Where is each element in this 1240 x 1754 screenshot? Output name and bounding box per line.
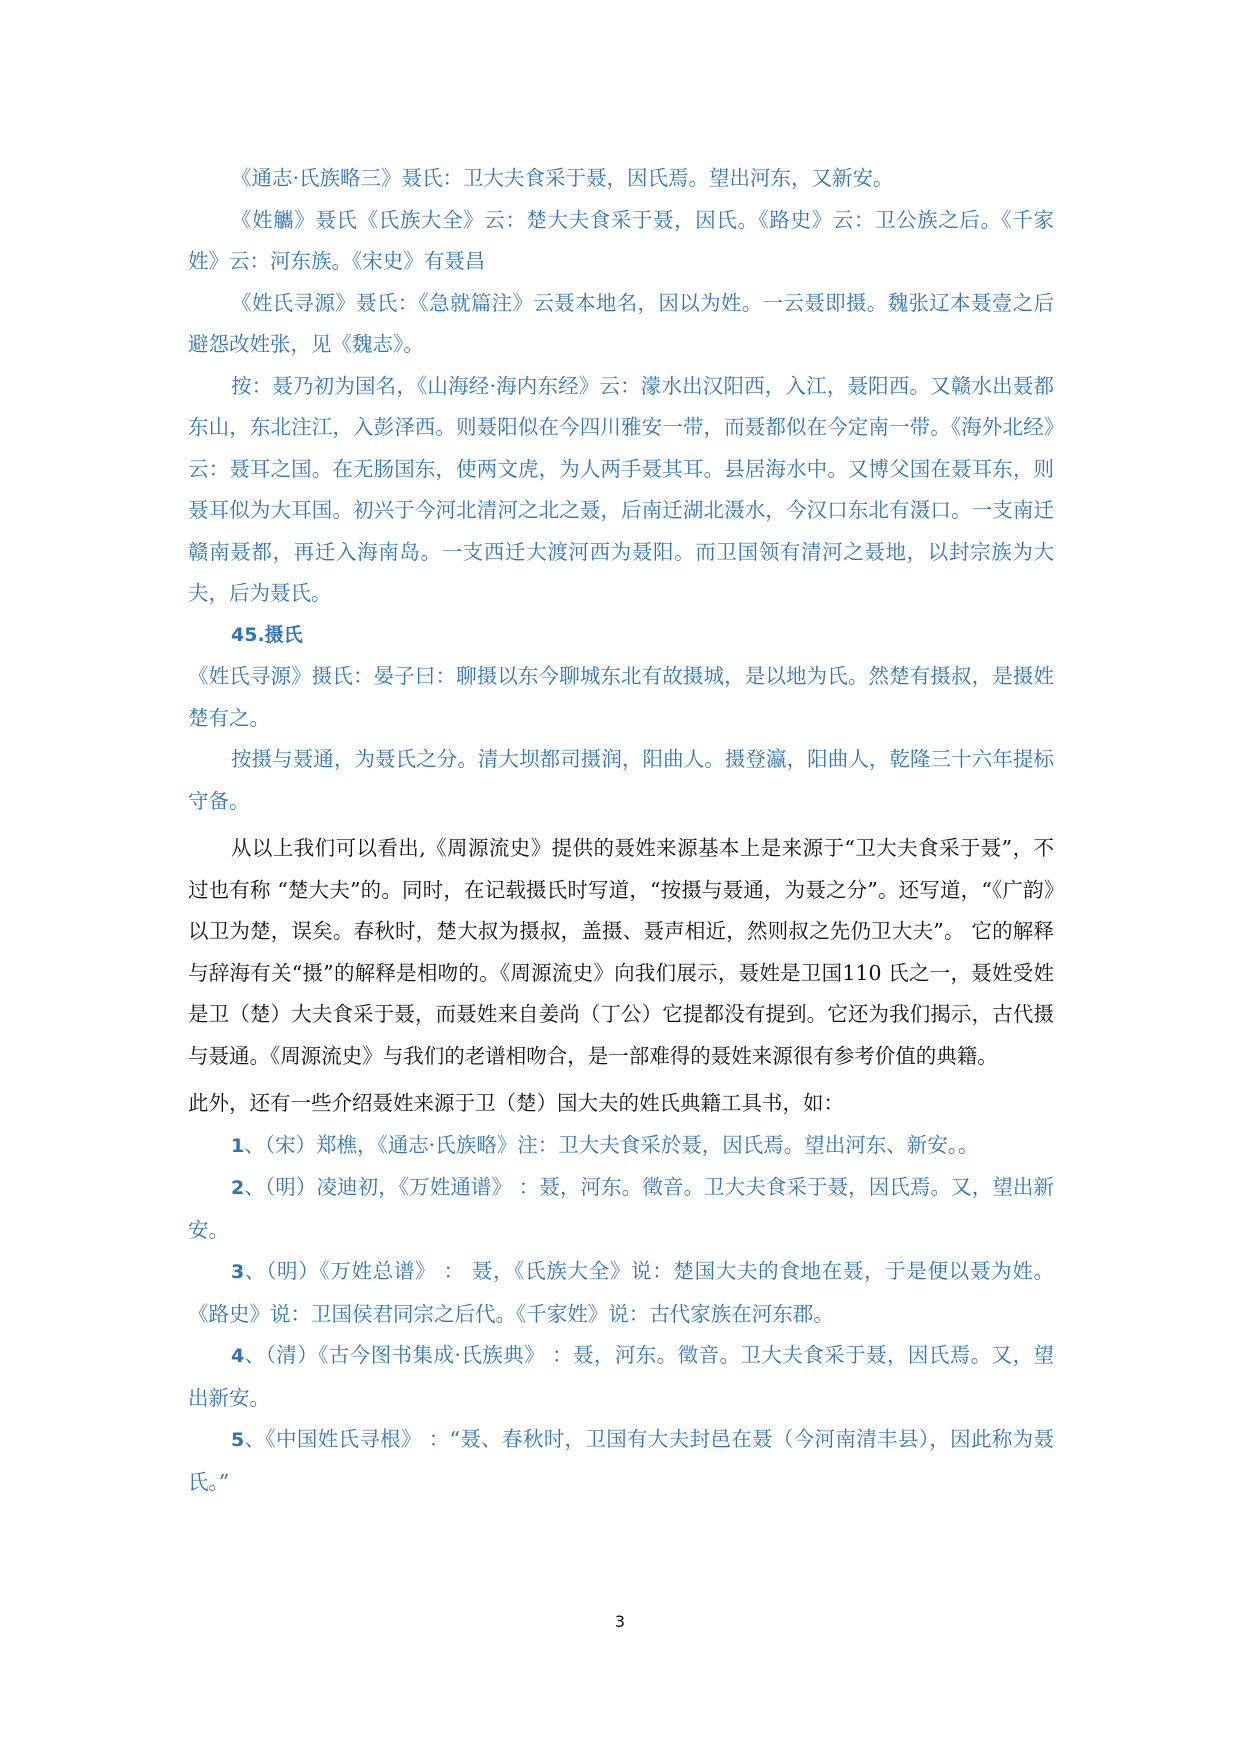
paragraph-xingshi-xunyuan-nie: 《姓氏寻源》聂氏：《急就篇注》云聂本地名，因以为姓。一云聂即摄。魏张辽本聂壹之后避怨改姓张，见《魏志》。 [188, 290, 1054, 356]
paragraph-tongzhi: 《通志·氏族略三》聂氏：卫大夫食采于聂，因氏焉。望出河东，又新安。 [231, 166, 894, 190]
list-item-number: 4 [231, 1345, 245, 1367]
list-item [188, 1251, 1054, 1335]
paragraph-conclusion: 从以上我们可以看出,《周源流史》提供的聂姓来源基本上是来源于“卫大夫食采于聂”，不过也有称 “楚大夫”的。同时，在记载摄氏时写道，“按摄与聂通，为聂之分”。还写道，“《广韵》以卫为楚，误矣。春秋时，楚大叔为摄叔，盖摄、聂声相近，然则叔之先仍卫大夫”。 它的解释与辞海有关“摄”的解释是相吻的。《周源流史》向我们展示，聂姓是卫国110 氏之一，聂姓受姓是卫（楚）大夫食采于聂，而聂姓来自姜尚（丁公）它提都没有提到。它还为我们揭示，古代摄与聂通。《周源流史》与我们的老谱相吻合，是一部难得的聂姓来源很有参考价值的典籍。 [188, 836, 1054, 1068]
page-content [188, 158, 1054, 1503]
page-number: 3 [614, 1612, 626, 1631]
paragraph-note-nie-origin: 按：聂乃初为国名，《山海经·海内东经》云：濛水出汉阳西，入江，聂阳西。又赣水出聂都东山，东北注江，入彭泽西。则聂阳似在今四川雅安一带，而聂都似在今定南一带。《海外北经》云：聂耳之国。在无肠国东，使两文虎，为人两手聂其耳。县居海水中。又博父国在聂耳东，则聂耳似为大耳国。初兴于今河北清河之北之聂，后南迁湖北滠水，今汉口东北有滠口。一支南迁赣南聂都，再迁入海南岛。一支西迁大渡河西为聂阳。而卫国领有清河之聂地，以封宗族为大夫，后为聂氏。 [188, 373, 1054, 605]
list-item-number: 2 [231, 1177, 245, 1199]
paragraph-xingxi: 《姓觿》聂氏《氏族大全》云：楚大夫食采于聂，因氏。《路史》云：卫公族之后。《千家姓》云：河东族。《宋史》有聂昌 [188, 207, 1054, 273]
list-item [188, 1167, 1054, 1251]
list-item-number: 3 [231, 1261, 245, 1283]
list-item [188, 1335, 1054, 1419]
list-item-text: 、（明）凌迪初，《万姓通谱》 ：聂，河东。徵音。卫大夫食采于聂，因氏焉。又，望出新安。 [188, 1175, 1054, 1242]
section-heading-45: 45.摄氏 [231, 623, 303, 646]
list-item-number: 5 [231, 1429, 245, 1451]
list-item-text: 、（明）《万姓总谱》 ： 聂，《氏族大全》说：楚国大夫的食地在聂，于是便以聂为姓。《路史》说：卫国侯君同宗之后代。《千家姓》说：古代家族在河东郡。 [188, 1259, 1054, 1326]
list-item-number: 1 [231, 1134, 245, 1157]
paragraph-list-intro: 此外，还有一些介绍聂姓来源于卫（楚）国大夫的姓氏典籍工具书，如： [188, 1091, 844, 1115]
list-item [188, 1419, 1054, 1503]
list-item-text: 、（宋）郑樵，《通志·氏族略》注：卫大夫食采於聂，因氏焉。望出河东、新安。。 [244, 1132, 979, 1157]
list-item-text: 、《中国姓氏寻根》 ：“聂、春秋时，卫国有大夫封邑在聂（今河南清丰县），因此称为聂氏。” [188, 1427, 1054, 1494]
list-item-text: 、（清）《古今图书集成·氏族典》 ：聂，河东。徵音。卫大夫食采于聂，因氏焉。又，望出新安。 [188, 1343, 1054, 1410]
paragraph-xingshi-xunyuan-she: 《姓氏寻源》摄氏：晏子曰：聊摄以东今聊城东北有故摄城，是以地为氏。然楚有摄叔，是摄姓楚有之。 [188, 664, 1054, 730]
list-item [188, 1125, 1054, 1168]
paragraph-note-she: 按摄与聂通，为聂氏之分。清大坝都司摄润，阳曲人。摄登瀛，阳曲人，乾隆三十六年提标守备。 [188, 747, 1054, 813]
